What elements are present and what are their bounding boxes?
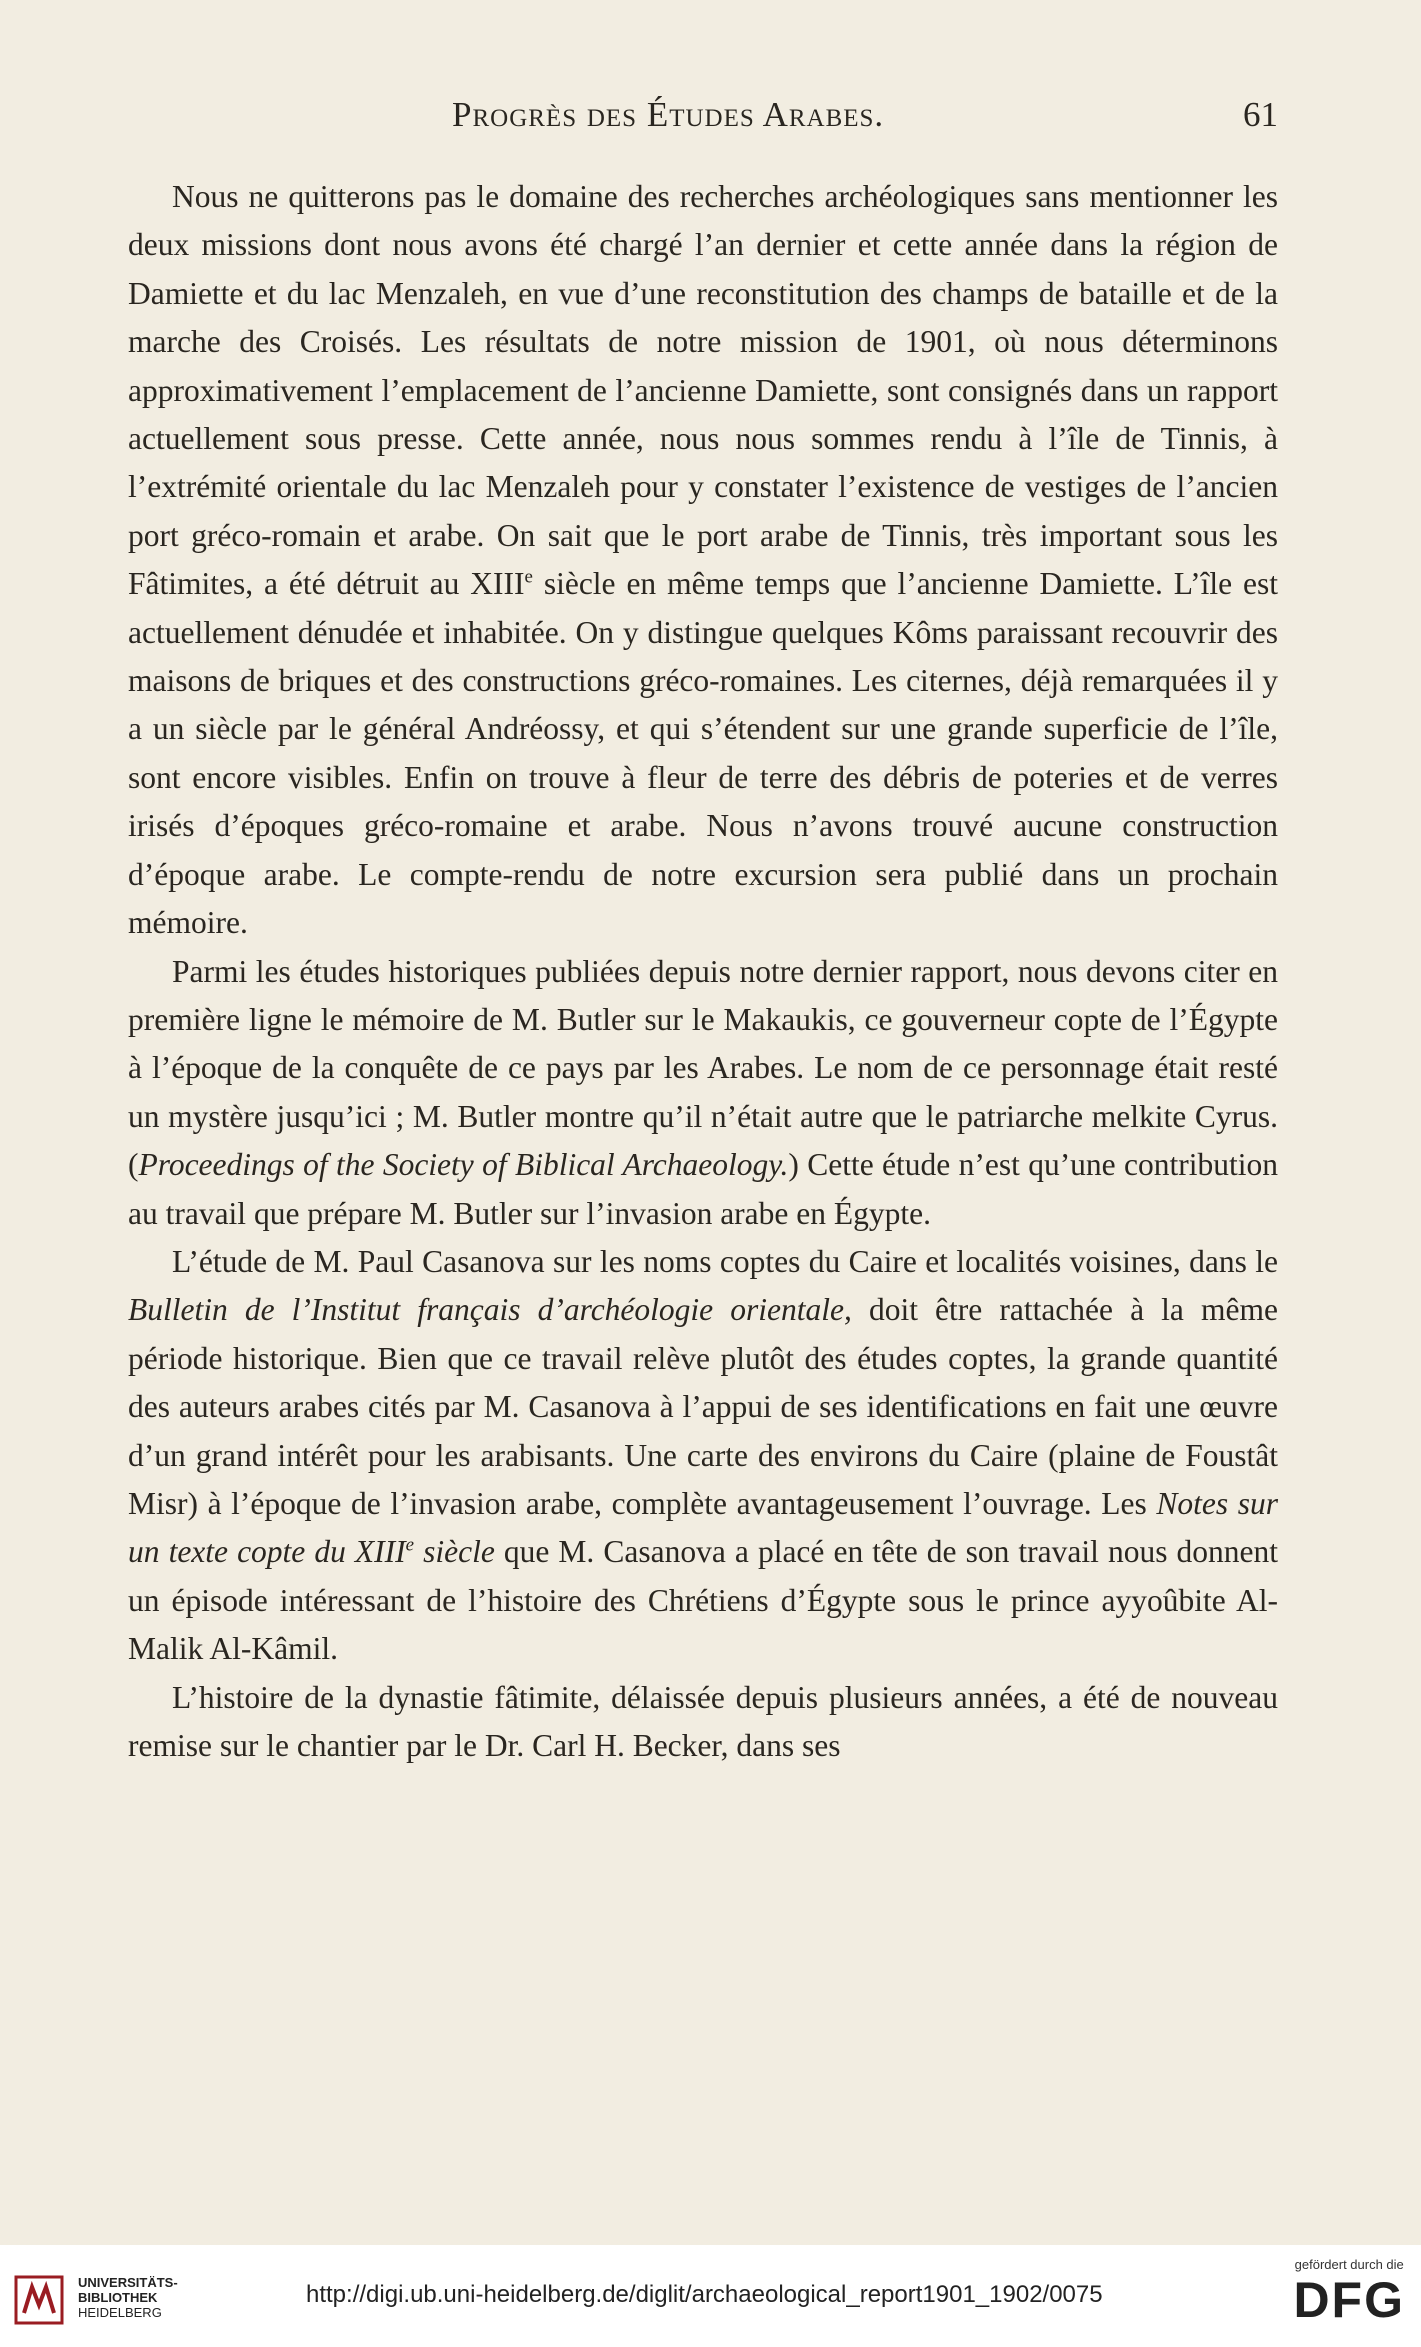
text-run: siècle en même temps que l’ancienne Damiette. L’île est actuellement dénudée et inhabitée. On y distingue quelques Kôms paraissant recouvrir des maisons de briques et des constructions gréco-romaines. Les citernes, déjà remarquées il y a un siècle par le général Andréossy, et qui s’étendent sur une grande superficie de l’île, sont encore visibles. Enfin on trouve à fleur de terre des débris de poteries et de verres irisés d’époques gréco-romaine et arabe. Nous n’avons trouvé aucune construction d’époque arabe. Le compte-rendu de notre excursion sera publié dans un prochain mémoire. (128, 566, 1279, 941)
text-run: ) Cette étude n’est qu’une contribution au travail que prépare M. Butler sur l’invasion arabe en Égypte. (128, 1147, 1278, 1231)
text-run: Nous ne quitterons pas le domaine des recherches archéologiques sans mentionner les deux missions dont nous avons été chargé l’an dernier et cette année dans la région de Damiette et du lac Menzaleh, en vue d’une reconstitution des champs de bataille et de la marche des Croisés. Les résultats de notre mission de 1901, où nous déterminons approximativement l’emplacement de l’ancienne Damiette, sont consignés dans un rapport actuellement sous presse. Cette année, nous nous sommes rendu à l’île de Tinnis, à l’extrémité orientale du lac Menzaleh pour y constater l’existence de vestiges de l’ancien port gréco-romain et arabe. On sait que le port arabe de Tinnis, très important sous les Fâtimites, a été détruit au XIII (128, 179, 1278, 602)
text-run: que M. Casanova a placé en tête de son travail nous donnent un épisode intéressant de l’histoire des Chrétiens d’Égypte sous le prince ayyoûbite Al-Malik Al-Kâmil. (128, 1534, 1278, 1667)
superscript: e (405, 1534, 415, 1556)
university-seal-icon (14, 2275, 64, 2325)
library-name-line: BIBLIOTHEK (78, 2290, 158, 2305)
paragraph (128, 173, 1278, 948)
page-number: 61 (1243, 95, 1278, 134)
italic-title: Notes sur un texte copte du XIII (128, 1485, 1278, 1570)
dfg-logo: DFG (1293, 2272, 1405, 2328)
paragraph (128, 948, 1278, 1238)
body-text (128, 173, 1278, 1770)
funded-by-text: gefördert durch die (1294, 2257, 1404, 2272)
text-run: Parmi les études historiques publiées depuis notre dernier rapport, nous devons citer en première ligne le mémoire de M. Butler sur le Makaukis, ce gouverneur copte de l’Égypte à l’époque de la conquête de ce pays par les Arabes. Le nom de ce personnage était resté un mystère jusqu’ici ; M. Butler montre qu’il n’était autre que le patriarche melkite Cyrus. ( (128, 953, 1278, 1183)
library-name-line: HEIDELBERG (78, 2305, 162, 2320)
text-run: doit être rattachée à la même période historique. Bien que ce travail relève plutôt des études coptes, la grande quantité des auteurs arabes cités par M. Casanova à l’appui de ses identifications en fait une œuvre d’un grand intérêt pour les arabisants. Une carte des environs du Caire (plaine de Foustât Misr) à l’époque de l’invasion arabe, complète avantageusement l’ouvrage. Les (128, 1292, 1278, 1521)
running-title-part: Progrès des (452, 95, 647, 134)
superscript: e (524, 566, 533, 588)
source-url-link[interactable]: http://digi.ub.uni-heidelberg.de/diglit/archaeological_report1901_1902/0075 (306, 2281, 1103, 2308)
italic-title: Proceedings of the Society of Biblical Archaeology. (138, 1147, 789, 1183)
library-name (78, 2275, 178, 2320)
running-title (452, 95, 884, 135)
page-header (0, 95, 1421, 145)
text-run: L’étude de M. Paul Casanova sur les noms coptes du Caire et localités voisines, dans le (172, 1243, 1278, 1279)
funding-note (1293, 2257, 1405, 2328)
paragraph (128, 1674, 1278, 1771)
italic-title: siècle (414, 1534, 495, 1570)
library-name-line: UNIVERSITÄTS- (78, 2275, 178, 2290)
running-title-part: Études Arabes. (646, 95, 885, 134)
italic-title: Bulletin de l’Institut français d’archéologie orientale, (128, 1292, 852, 1328)
text-run: L’histoire de la dynastie fâtimite, délaissée depuis plusieurs années, a été de nouveau remise sur le chantier par le Dr. Carl H. Becker, dans ses (128, 1679, 1278, 1763)
footer-bar (0, 2245, 1421, 2347)
paragraph (128, 1238, 1278, 1674)
